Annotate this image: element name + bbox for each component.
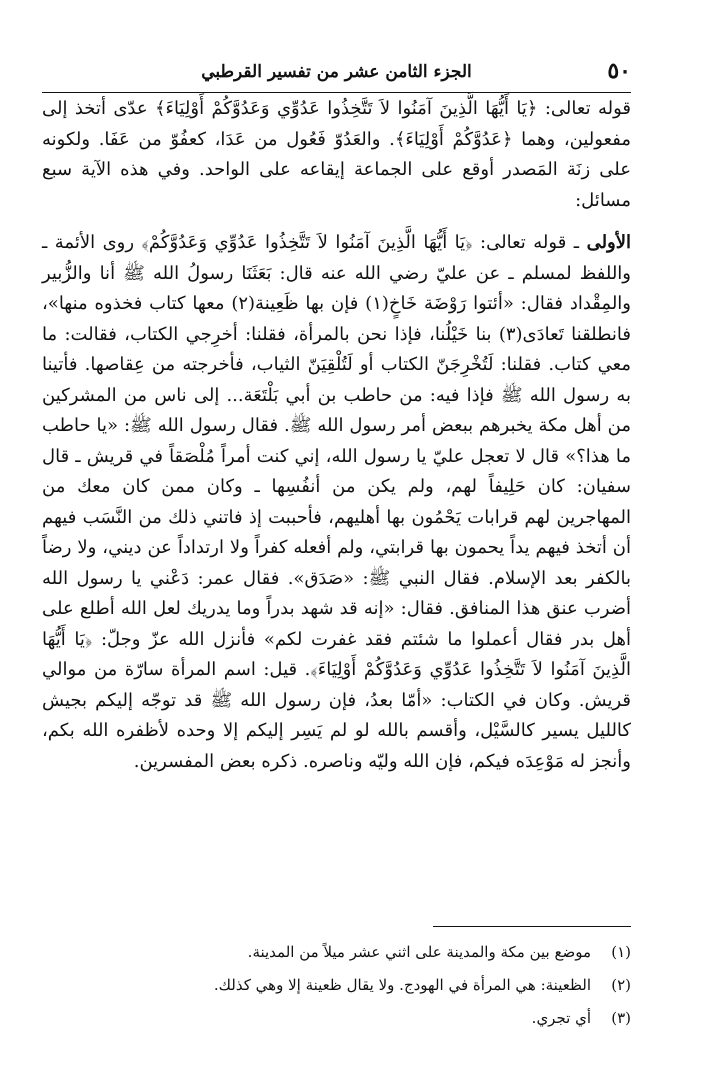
- footnote-text: أي تجري.: [531, 1009, 591, 1027]
- page-number: ٥٠: [607, 58, 631, 84]
- footnote-number: (١): [611, 943, 631, 961]
- footnote-divider: [433, 926, 631, 927]
- footnote: [42, 936, 631, 969]
- footnote-number: (٣): [611, 1009, 631, 1027]
- footnote-text: موضع بين مكة والمدينة على اثني عشر ميلاً من المدينة.: [247, 943, 591, 961]
- footnote-number: (٢): [611, 976, 631, 994]
- running-title: الجزء الثامن عشر من تفسير القرطبي: [201, 62, 472, 82]
- section-one-paragraph: [42, 228, 631, 777]
- footnote: [42, 969, 631, 1002]
- section-one-heading: الأولى: [586, 232, 632, 253]
- intro-paragraph: قوله تعالى: ﴿يَا أَيُّهَا الَّذِينَ آمَنُوا لاَ تَتَّخِذُوا عَدُوِّي وَعَدُوَّكُمْ أَوْلِيَاءَ﴾ عدّى أتخذ إلى مفعولين، وهما ﴿عَدُوَّكُمْ أَوْلِيَاءَ﴾. والعَدُوّ فَعُول من عَدَا، كعفُوّ من عَفَا. ولكونه على زنَة المَصدر أوقع على الجماعة إيقاعه على الواحد. وفي هذه الآية سبع مسائل:: [42, 98, 631, 211]
- footnote: [42, 1002, 631, 1035]
- footnote-text: الظعينة: هي المرأة في الهودج. ولا يقال ظعينة إلا وهي كذلك.: [213, 976, 591, 994]
- body-text: [42, 94, 631, 777]
- footnotes: [42, 936, 631, 1035]
- page-header: [42, 56, 631, 93]
- section-one-text: ـ قوله تعالى: ﴿يَا أَيُّهَا الَّذِينَ آمَنُوا لاَ تَتَّخِذُوا عَدُوِّي وَعَدُوَّكُمْ﴾ روى الأئمة ـ واللفظ لمسلم ـ عن عليّ رضي الله عنه قال: بَعَثَنَا رسولُ الله ﷺ أنا والزُّبير والمِقْداد فقال: «أئتوا رَوْضَة خَاخٍ(١) فإن بها ظَعِينة(٢) معها كتاب فخذوه منها»، فانطلقنا تَعادَى(٣) بنا خَيْلُنا، فإذا نحن بالمرأة، فقلنا: أخرِجي الكتاب، فقالت: ما معي كتاب. فقلنا: لَتُخْرِجَنّ الكتاب أو لَتُلْقِيَنّ الثياب، فأخرجته من عِقاصها. فأتينا به رسول الله ﷺ فإذا فيه: من حاطب بن أبي بَلْتَعَة... إلى ناس من المشركين من أهل مكة يخبرهم ببعض أمر رسول الله ﷺ. فقال رسول الله ﷺ: «يا حاطب ما هذا؟» قال لا تعجل عليّ يا رسول الله، إني كنت أمراً مُلْصَقاً في قريش ـ قال سفيان: كان حَلِيفاً لهم، ولم يكن من أنفُسِها ـ وكان ممن كان معك من المهاجرين لهم قرابات يَحْمُون بها أهليهم، فأحببت إذ فاتني ذلك من النَّسَب فيهم أن أتخذ فيهم يداً يحمون بها قرابتي، ولم أفعله كفراً ولا ارتداداً عن ديني، ولا رضاً بالكفر بعد الإسلام. فقال النبي ﷺ: «صَدَق». فقال عمر: دَعْني يا رسول الله أضرب عنق هذا المنافق. فقال: «إنه قد شهد بدراً وما يدريك لعل الله أطلع على أهل بدر فقال أعملوا ما شئتم فقد غفرت لكم» فأنزل الله عزّ وجلّ: ﴿يَا أَيُّهَا الَّذِينَ آمَنُوا لاَ تَتَّخِذُوا عَدُوِّي وَعَدُوَّكُمْ أَوْلِيَاءَ﴾. قيل: اسم المرأة سارّة من موالي قريش. وكان في الكتاب: «أمّا بعدُ، فإن رسول الله ﷺ قد توجّه إليكم بجيش كالليل يسير كالسَّيْل، وأقسم بالله لو لم يَسِر إليكم إلا وحده لأظفره الله بكم، وأنجز له مَوْعِدَه فيكم، فإن الله وليّه وناصره. ذكره بعض المفسرين.: [42, 232, 632, 772]
